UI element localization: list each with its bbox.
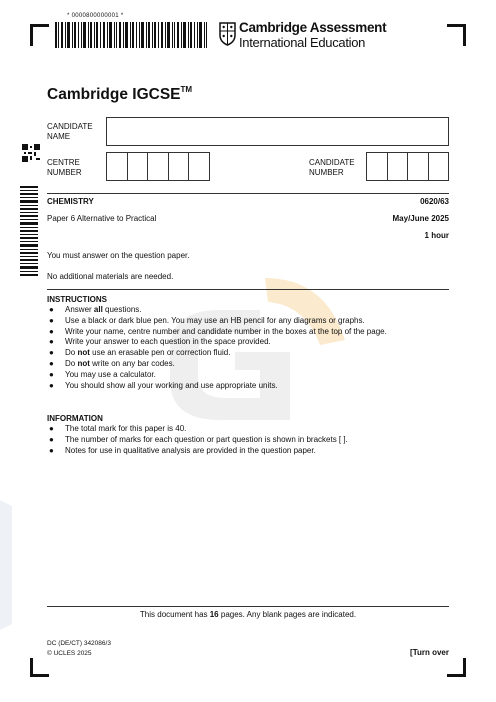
copyright: © UCLES 2025: [47, 650, 92, 657]
logo-title: Cambridge Assessment: [239, 20, 387, 35]
corner-mark-bottom-right: [447, 674, 466, 677]
subject: CHEMISTRY: [47, 197, 94, 206]
barcode-number: * 0000800000001 *: [67, 13, 124, 19]
information-heading: INFORMATION: [47, 414, 103, 423]
centre-number-label: CENTRE NUMBER: [47, 158, 82, 177]
instructions-heading: INSTRUCTIONS: [47, 295, 107, 304]
list-item: ● Write your name, centre number and candidate number in the boxes at the top of the page.: [49, 326, 387, 336]
list-item: ● Do not write on any bar codes.: [49, 358, 175, 368]
turn-over: [Turn over: [410, 648, 449, 657]
centre-number-field[interactable]: [106, 152, 210, 181]
list-item: ● The total mark for this paper is 40.: [49, 424, 187, 433]
side-barcode: [20, 186, 38, 276]
answer-note: You must answer on the question paper.: [47, 251, 190, 260]
barcode: [55, 22, 207, 48]
candidate-number-label: CANDIDATE NUMBER: [309, 158, 355, 177]
digit-box[interactable]: [429, 153, 449, 180]
crest-icon: [219, 22, 236, 46]
corner-mark-top-left: [30, 24, 49, 27]
materials-note: No additional materials are needed.: [47, 272, 174, 281]
exam-session: May/June 2025: [392, 214, 449, 223]
exam-duration: 1 hour: [424, 231, 449, 240]
instructions-list: [47, 305, 387, 391]
corner-mark-top-right: [447, 24, 466, 27]
information-list: [47, 424, 348, 456]
list-item: ● Answer all questions.: [49, 305, 142, 314]
logo-subtitle: International Education: [239, 35, 366, 50]
corner-mark-top-right: [463, 24, 466, 46]
digit-box[interactable]: [148, 153, 169, 180]
candidate-name-label: CANDIDATE NAME: [47, 122, 93, 141]
paper-code: 0620/63: [420, 197, 449, 206]
list-item: ● The number of marks for each question or part question is shown in brackets [ ].: [49, 434, 348, 444]
page-count-note: This document has 16 pages. Any blank pages are indicated.: [139, 610, 357, 619]
candidate-name-field[interactable]: [106, 117, 449, 146]
list-item: ● Notes for use in qualitative analysis are provided in the question paper.: [49, 445, 316, 455]
digit-box[interactable]: [367, 153, 388, 180]
digit-box[interactable]: [189, 153, 209, 180]
paper-title: Paper 6 Alternative to Practical: [47, 214, 157, 223]
list-item: ● You may use a calculator.: [49, 369, 156, 379]
digit-box[interactable]: [169, 153, 190, 180]
corner-mark-top-left: [30, 24, 33, 46]
digit-box[interactable]: [408, 153, 429, 180]
document-code: DC (DE/CT) 342086/3: [47, 640, 111, 647]
list-item: ● Write your answer to each question in the space provided.: [49, 337, 271, 347]
digit-box[interactable]: [388, 153, 409, 180]
corner-mark-bottom-left: [30, 674, 49, 677]
qualification-title: Cambridge IGCSE™: [47, 85, 193, 103]
divider: [47, 193, 449, 194]
divider: [47, 606, 449, 607]
digit-box[interactable]: [128, 153, 149, 180]
qr-code: [22, 144, 40, 162]
list-item: ● Use a black or dark blue pen. You may use an HB pencil for any diagrams or graphs.: [49, 315, 365, 325]
list-item: ● You should show all your working and use appropriate units.: [49, 380, 278, 390]
digit-box[interactable]: [107, 153, 128, 180]
candidate-number-field[interactable]: [366, 152, 449, 181]
divider: [47, 289, 449, 290]
list-item: ● Do not use an erasable pen or correction fluid.: [49, 348, 231, 358]
